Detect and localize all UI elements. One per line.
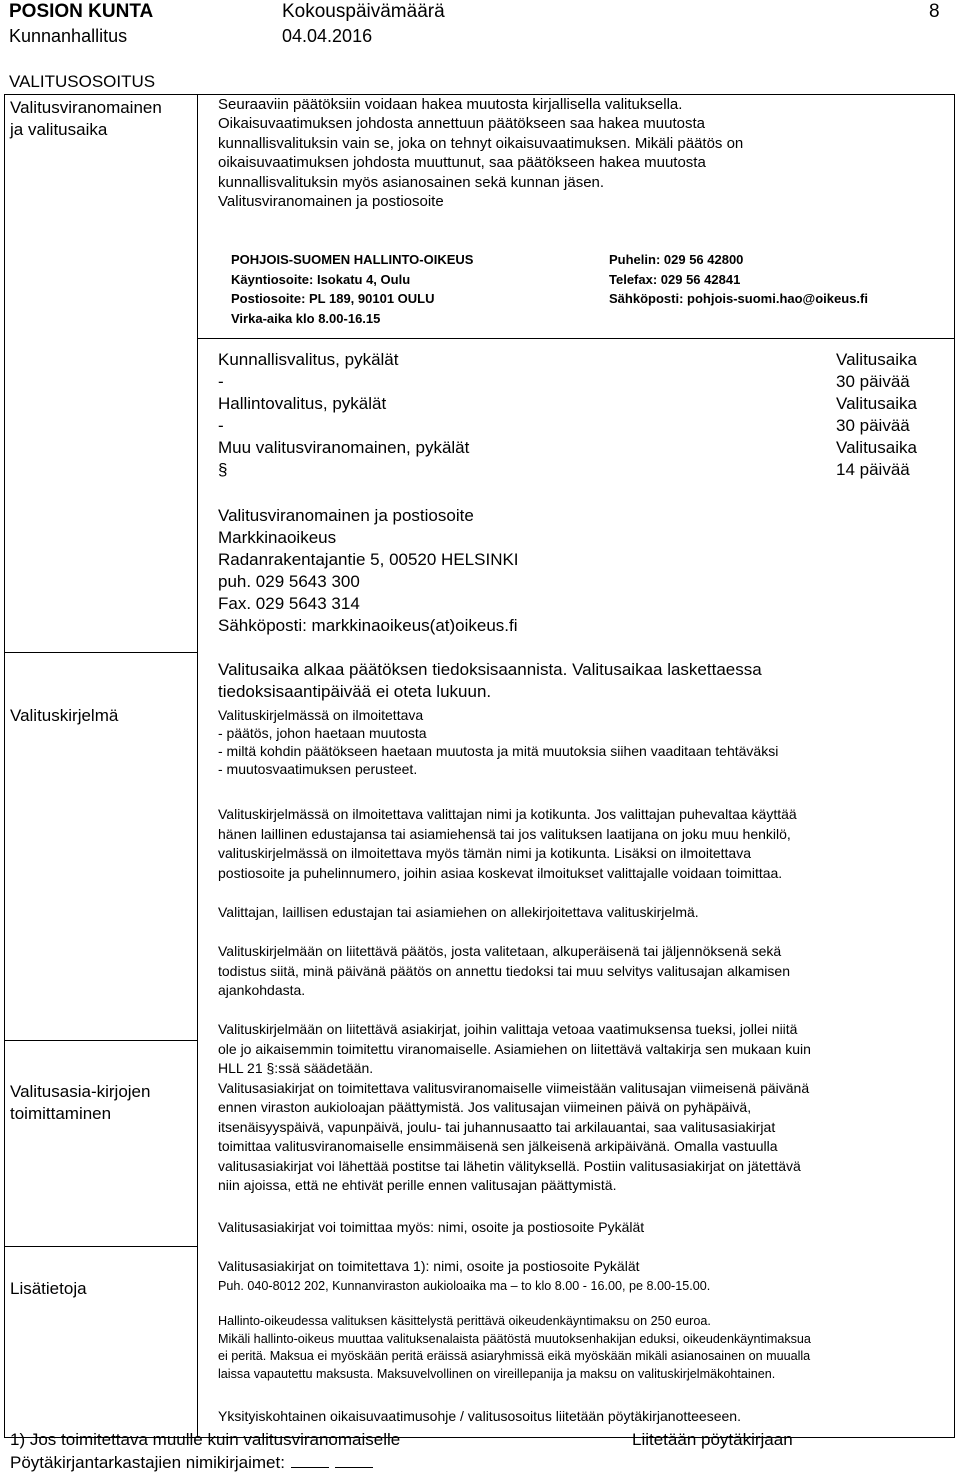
text-line: Markkinaoikeus	[218, 528, 337, 547]
row-separator	[4, 1040, 198, 1041]
text-line: hänen laillinen edustajansa tai asiamiehensä tai jos valituksen laatijana on joku muu henkilö,	[218, 825, 791, 842]
text-line: Valitusasiakirjat on toimitettava valitusviranomaiselle viimeistään valitusajan viimeisenä päivänä	[218, 1080, 810, 1096]
text-line: ei peritä. Maksua ei myöskään peritä eräissä asiaryhmissä eikä myöskään mikäli asianosainen on muualla	[218, 1349, 811, 1363]
text-line: todistus siitä, minä päivänä päätös on annettu tiedoksi tai muu selvitys valitusajan alkamisen	[218, 962, 790, 979]
initials-line	[10, 1452, 373, 1474]
delivery-footnote-ref: Valitusasiakirjat on toimitettava 1): nimi, osoite ja postiosoite Pykälät	[218, 1258, 640, 1274]
appeal-times-list	[836, 349, 917, 481]
text-line: Valitusviranomainen ja postiosoite	[218, 506, 474, 525]
market-court-address	[218, 505, 519, 637]
text-line: Puhelin: 029 56 42800	[609, 252, 744, 267]
meeting-date-label: Kokouspäivämäärä	[282, 1, 445, 22]
delivery-paragraph	[218, 1079, 809, 1195]
text-line: Valituskirjelmään on liitettävä päätös, josta valitetaan, alkuperäisenä tai jäljennöksenä sekä	[218, 943, 782, 959]
text-line: Valitusaika	[836, 394, 917, 413]
text-line: -	[218, 372, 224, 391]
text-line: ennen viraston aukioloajan päättymistä. Jos valitusajan viimeinen päivä on pyhäpäivä,	[218, 1099, 752, 1116]
text-line: - muutosvaatimuksen perusteet.	[218, 761, 418, 777]
row-separator	[4, 1246, 198, 1247]
section-label-appeal-letter: Valituskirjelmä	[10, 706, 119, 725]
text-line: Valitusasia-kirjojen	[10, 1082, 151, 1101]
text-line: 30 päivää	[836, 416, 910, 435]
text-line: oikaisuvaatimuksen johdosta muuttunut, saa päätökseen hakea muutosta	[218, 154, 706, 172]
signature-requirement: Valittajan, laillisen edustajan tai asiamiehen on allekirjoitettava valituskirjelmä.	[218, 904, 699, 920]
attach-to-minutes: Liitetään pöytäkirjaan	[632, 1430, 793, 1449]
row-separator	[4, 652, 198, 653]
supporting-documents-paragraph	[218, 1020, 811, 1079]
text-line: Oikaisuvaatimuksen johdosta annettuun päätökseen saa hakea muutosta	[218, 115, 705, 133]
text-line: Postiosoite: PL 189, 90101 OULU	[231, 291, 435, 306]
text-line: toimittaminen	[10, 1104, 112, 1123]
page-number: 8	[929, 1, 940, 22]
text-line: valituskirjelmässä on ilmoitettava myös tämän nimi ja kotikunta. Lisäksi on ilmoitettava	[218, 845, 751, 861]
text-line: Sähköposti: markkinaoikeus(at)oikeus.fi	[218, 616, 518, 635]
text-line: Hallinto-oikeudessa valituksen käsittelystä perittävä oikeudenkäyntimaksu on 250 euroa.	[218, 1314, 711, 1328]
text-line: Radanrakentajantie 5, 00520 HELSINKI	[218, 550, 519, 569]
text-line: -	[218, 416, 224, 435]
text-line: 14 päivää	[836, 460, 910, 479]
text-line: Valitusaika	[836, 438, 917, 457]
text-line: Sähköposti: pohjois-suomi.hao@oikeus.fi	[609, 291, 868, 306]
text-line: Telefax: 029 56 42841	[609, 271, 741, 287]
text-line: - päätös, johon haetaan muutosta	[218, 725, 427, 741]
text-line: toimittaa valitusviranomaiselle ensimmäisenä sen jälkeisenä arkipäivänä. Omalla vastuulla	[218, 1138, 778, 1155]
initials-label: Pöytäkirjantarkastajien nimikirjaimet:	[10, 1453, 285, 1472]
right-border	[954, 94, 955, 1438]
delivery-alternative: Valitusasiakirjat voi toimittaa myös: nimi, osoite ja postiosoite Pykälät	[218, 1219, 645, 1235]
admin-court-address	[231, 250, 473, 328]
text-line: ajankohdasta.	[218, 982, 306, 998]
court-fee-paragraph	[218, 1313, 811, 1383]
text-line: Fax. 029 5643 314	[218, 594, 360, 613]
text-line: niin ajoissa, että ne ehtivät perille ennen valitusajan päättymistä.	[218, 1177, 617, 1194]
text-line: valitusasiakirjat voi lähettää postitse tai lähetin välityksellä. Postiin valitusasiakirjat on jätettävä	[218, 1157, 801, 1174]
attachment-note: Yksityiskohtainen oikaisuvaatimusohje / valitusosoitus liitetään pöytäkirjanotteeseen.	[218, 1408, 741, 1424]
attachment-requirement	[218, 942, 790, 1001]
text-line: HLL 21 §:ssä säädetään.	[218, 1060, 374, 1076]
text-line: kunnallisvalituksin vain se, joka on tehnyt oikaisuvaatimuksen. Mikäli päätös on	[218, 134, 744, 152]
text-line: - miltä kohdin päätökseen haetaan muutosta ja mitä muutoksia siihen vaaditaan tehtäväksi	[218, 743, 779, 759]
text-line: laissa vapautettu maksusta. Maksuvelvollinen on vireillepanija ja maksu on valituskirjelmäkohtainen.	[218, 1366, 776, 1381]
text-line: §	[218, 460, 228, 479]
appeal-types-list	[218, 349, 469, 481]
text-line: 30 päivää	[836, 372, 910, 391]
council-name: Kunnanhallitus	[9, 26, 128, 46]
text-line: POHJOIS-SUOMEN HALLINTO-OIKEUS	[231, 252, 474, 267]
text-line: postiosoite ja puhelinnumero, joihin asiaa koskevat ilmoitukset valittajalle voidaan toimittaa.	[218, 864, 783, 881]
text-line: Mikäli hallinto-oikeus muuttaa valituksenalaista päätöstä muutoksenhakijan eduksi, oikeudenkäyntimaksua	[218, 1331, 811, 1346]
text-line: Valitusviranomainen ja postiosoite	[218, 193, 444, 211]
text-line: puh. 029 5643 300	[218, 572, 360, 591]
municipal-appeal-sections: Kunnallisvalitus, pykälät	[218, 350, 399, 369]
text-line: ja valitusaika	[10, 120, 108, 139]
appeal-time-start-note	[218, 659, 762, 703]
text-line: tiedoksisaantipäivää ei oteta lukuun.	[218, 682, 492, 701]
text-line: Valituskirjelmässä on ilmoitettava valittajan nimi ja kotikunta. Jos valittajan puhevaltaa käyttää	[218, 806, 797, 822]
text-line: Seuraaviin päätöksiin voidaan hakea muutosta kirjallisella valituksella.	[218, 96, 683, 113]
text-line: Virka-aika klo 8.00-16.15	[231, 310, 381, 326]
meeting-date: 04.04.2016	[282, 26, 373, 46]
appeal-intro-paragraph	[218, 95, 743, 211]
text-line: ole jo aikaisemmin toimitettu viranomaiselle. Asiamiehen on liitettävä valtakirja sen mukaan kuin	[218, 1040, 811, 1057]
content-separator	[198, 338, 954, 339]
initials-blank-2	[335, 1453, 373, 1468]
text-line: Valituskirjelmään on liitettävä asiakirjat, joihin valittaja vetoaa vaatimuksensa tueksi, jollei niitä	[218, 1021, 798, 1037]
text-line: kunnallisvalituksin myös asianosainen sekä kunnan jäsen.	[218, 173, 605, 191]
other-appeal-sections: Muu valitusviranomainen, pykälät	[218, 438, 470, 457]
municipality-name: POSION KUNTA	[9, 1, 154, 22]
appellant-info-paragraph	[218, 805, 797, 883]
footnote: 1) Jos toimitettava muulle kuin valitusviranomaiselle	[10, 1430, 401, 1449]
left-column-border	[4, 94, 5, 1438]
column-divider	[197, 94, 198, 1438]
appeal-letter-requirements	[218, 706, 778, 778]
admin-court-contact	[609, 250, 868, 309]
section-label-delivery	[10, 1081, 150, 1125]
initials-blank-1	[291, 1453, 329, 1468]
doc-title: VALITUSOSOITUS	[9, 72, 156, 91]
text-line: Valitusaika	[836, 350, 917, 369]
text-line: Valitusviranomainen	[10, 98, 162, 117]
text-line: Valitusaika alkaa päätöksen tiedoksisaannista. Valitusaikaa laskettaessa	[218, 660, 762, 679]
text-line: itsenäisyyspäivä, vapunpäivä, joulu- tai juhannusaatto tai arkilauantai, saa valitusasiakirjat	[218, 1118, 776, 1135]
office-hours: Puh. 040-8012 202, Kunnanviraston aukioloaika ma – to klo 8.00 - 16.00, pe 8.00-15.00.	[218, 1279, 711, 1293]
administrative-appeal-sections: Hallintovalitus, pykälät	[218, 394, 387, 413]
section-label-authority	[10, 97, 162, 141]
section-label-more-info: Lisätietoja	[10, 1279, 87, 1298]
text-line: Valituskirjelmässä on ilmoitettava	[218, 707, 424, 723]
text-line: Käyntiosoite: Isokatu 4, Oulu	[231, 271, 411, 287]
row-separator	[4, 94, 198, 95]
